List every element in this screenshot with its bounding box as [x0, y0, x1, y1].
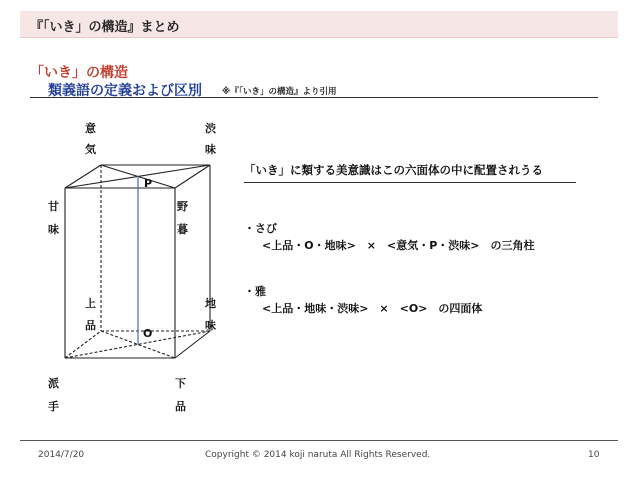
label-iki-top: 意	[85, 122, 96, 135]
footer-divider	[20, 440, 618, 441]
sabi-definition: <上品・O・地味> × <意気・P・渋味> の三角柱	[262, 239, 535, 252]
edge-top-left	[65, 165, 101, 188]
hexahedron-statement: 「いき」に類する美意識はこの六面体の中に配置されうる	[244, 163, 543, 177]
citation-note: ※『「いき」の構造』より引用	[222, 87, 337, 97]
miyabi-definition: <上品・地味・渋味> × <O> の四面体	[262, 302, 483, 315]
section-subtitle: 類義語の定義および区別	[48, 83, 202, 99]
footer-copyright: Copyright © 2014 koji naruta All Rights Reserved.	[205, 450, 431, 460]
label-hade-top: 派	[48, 377, 59, 390]
label-iki-bottom: 気	[85, 143, 96, 156]
miyabi-heading: ・雅	[244, 285, 266, 298]
label-johin-top: 上	[85, 297, 96, 310]
point-p-label: P	[144, 177, 153, 190]
label-jimi-bottom: 味	[205, 319, 216, 332]
slide-header-title: 『「いき」の構造』まとめ	[30, 20, 180, 35]
label-yabo-bottom: 暮	[177, 223, 188, 236]
statement-underline	[244, 182, 576, 183]
sabi-heading: ・さび	[244, 222, 277, 235]
label-amami-bottom: 味	[48, 223, 59, 236]
footer-date: 2014/7/20	[38, 450, 85, 460]
label-hade-bottom: 手	[48, 400, 59, 413]
point-o-label: O	[143, 327, 153, 340]
edge-bottom-left	[65, 331, 101, 358]
page-number: 10	[588, 450, 600, 460]
label-gehin-top: 下	[175, 377, 186, 390]
edge-bottom-right	[175, 331, 210, 358]
label-gehin-bottom: 品	[175, 400, 186, 413]
label-shibumi-top: 渋	[205, 122, 216, 135]
label-amami-top: 甘	[48, 200, 59, 213]
section-title: 「いき」の構造	[30, 65, 128, 81]
label-johin-bottom: 品	[85, 319, 96, 332]
label-shibumi-bottom: 味	[205, 143, 216, 156]
label-jimi-top: 地	[205, 297, 216, 310]
label-yabo-top: 野	[177, 200, 188, 213]
edge-top-right	[175, 165, 210, 188]
